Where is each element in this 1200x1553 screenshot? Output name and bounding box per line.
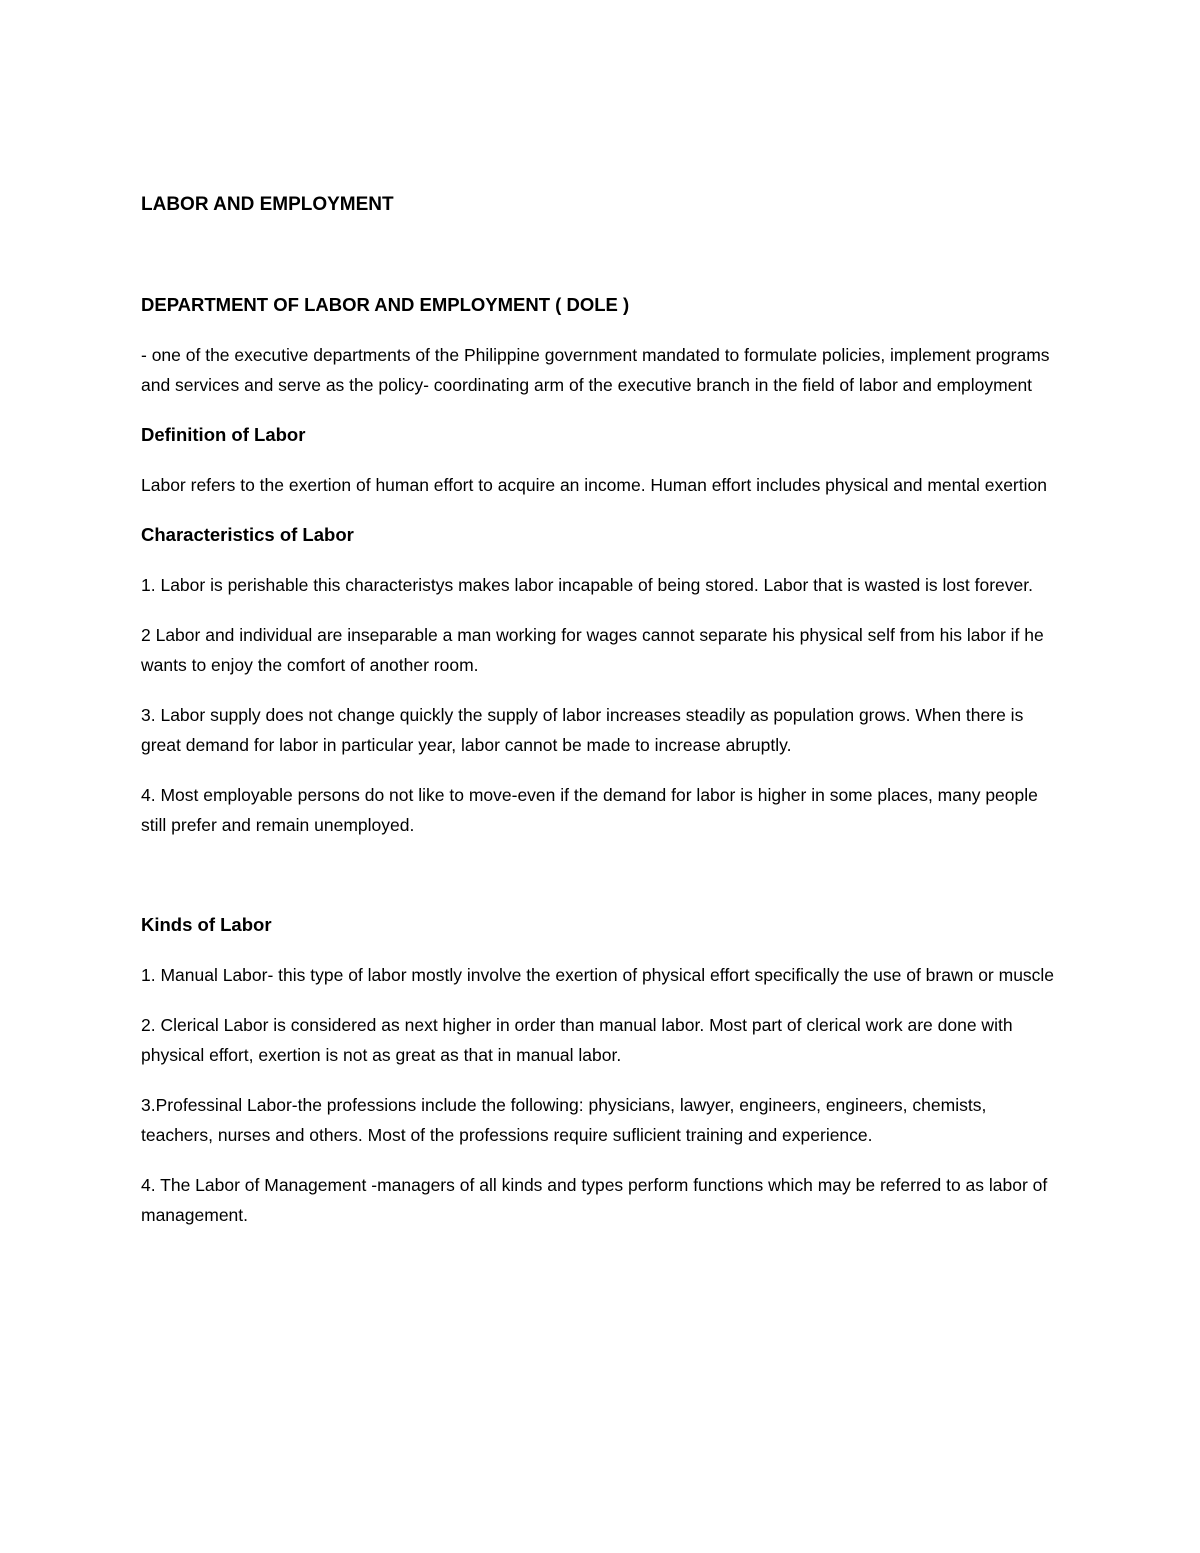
characteristics-heading: Characteristics of Labor	[141, 524, 354, 545]
dole-heading: DEPARTMENT OF LABOR AND EMPLOYMENT ( DOLE )	[141, 294, 630, 315]
kinds-heading: Kinds of Labor	[141, 914, 272, 935]
definition-paragraph: Labor refers to the exertion of human effort to acquire an income. Human effort includes physical and mental exertion	[141, 475, 1047, 495]
kind-item: 4. The Labor of Management -managers of all kinds and types perform functions which may be referred to as labor of management.	[141, 1175, 1048, 1225]
dole-paragraph: - one of the executive departments of the Philippine government mandated to formulate policies, implement programs and services and serve as the policy- coordinating arm of the executive branch in the field of labor and employment	[141, 345, 1050, 395]
characteristic-item: 4. Most employable persons do not like to move-even if the demand for labor is higher in some places, many people still prefer and remain unemployed.	[141, 785, 1038, 835]
document-title: LABOR AND EMPLOYMENT	[141, 194, 394, 215]
characteristic-item: 2 Labor and individual are inseparable a man working for wages cannot separate his physical self from his labor if he wants to enjoy the comfort of another room.	[141, 625, 1044, 675]
kind-item: 1. Manual Labor- this type of labor mostly involve the exertion of physical effort specifically the use of brawn or muscle	[141, 965, 1055, 985]
kind-item: 3.Professinal Labor-the professions include the following: physicians, lawyer, engineers, engineers, chemists, teachers, nurses and others. Most of the professions require suflicient training and experience.	[141, 1095, 987, 1145]
characteristic-item: 3. Labor supply does not change quickly the supply of labor increases steadily as population grows. When there is great demand for labor in particular year, labor cannot be made to increase abruptly.	[141, 705, 1024, 755]
document-page	[141, 190, 1061, 1230]
characteristic-item: 1. Labor is perishable this characteristys makes labor incapable of being stored. Labor that is wasted is lost forever.	[141, 575, 1033, 595]
definition-heading: Definition of Labor	[141, 424, 306, 445]
kind-item: 2. Clerical Labor is considered as next higher in order than manual labor. Most part of clerical work are done with physical effort, exertion is not as great as that in manual labor.	[141, 1015, 1013, 1065]
